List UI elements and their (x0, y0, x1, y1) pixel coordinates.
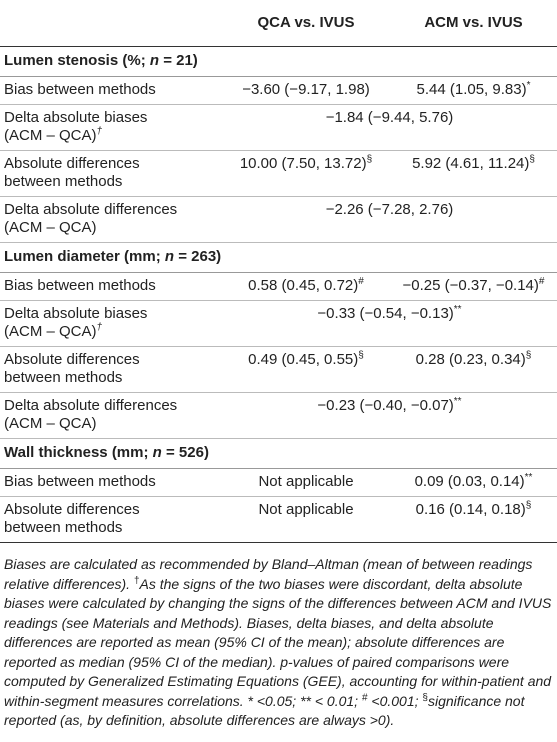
section-title: Lumen diameter (mm; n = 263) (0, 243, 557, 273)
cell-acm: 0.16 (0.14, 0.18)§ (390, 497, 557, 543)
row-label: Absolute differences between methods (0, 347, 222, 393)
row-label: Absolute differences between methods (0, 497, 222, 543)
cell-spanning: −2.26 (−7.28, 2.76) (222, 197, 557, 243)
table-row (0, 151, 557, 197)
cell-acm: −0.25 (−0.37, −0.14)# (390, 273, 557, 301)
table-row (0, 393, 557, 439)
table-row (0, 197, 557, 243)
cell-qca: 10.00 (7.50, 13.72)§ (222, 151, 390, 197)
cell-acm: 0.09 (0.03, 0.14)** (390, 469, 557, 497)
row-label: Bias between methods (0, 273, 222, 301)
table-row (0, 347, 557, 393)
row-label: Delta absolute biases (ACM – QCA)† (0, 301, 222, 347)
section-lumen-diameter (0, 243, 557, 273)
cell-spanning: −1.84 (−9.44, 5.76) (222, 105, 557, 151)
cell-acm: 5.44 (1.05, 9.83)* (390, 77, 557, 105)
row-label: Delta absolute differences (ACM – QCA) (0, 197, 222, 243)
row-label: Delta absolute differences (ACM – QCA) (0, 393, 222, 439)
cell-spanning: −0.23 (−0.40, −0.07)** (222, 393, 557, 439)
cell-qca: Not applicable (222, 469, 390, 497)
section-lumen-stenosis (0, 47, 557, 77)
cell-qca: 0.49 (0.45, 0.55)§ (222, 347, 390, 393)
cell-acm: 0.28 (0.23, 0.34)§ (390, 347, 557, 393)
header-acm-vs-ivus: ACM vs. IVUS (390, 0, 557, 47)
cell-qca: 0.58 (0.45, 0.72)# (222, 273, 390, 301)
table-row (0, 469, 557, 497)
row-label: Delta absolute biases (ACM – QCA)† (0, 105, 222, 151)
row-label: Bias between methods (0, 77, 222, 105)
table-row (0, 301, 557, 347)
table-header (0, 0, 557, 47)
header-empty (0, 0, 222, 47)
table-row (0, 105, 557, 151)
header-qca-vs-ivus: QCA vs. IVUS (222, 0, 390, 47)
cell-qca: −3.60 (−9.17, 1.98) (222, 77, 390, 105)
table-row (0, 273, 557, 301)
section-wall-thickness (0, 439, 557, 469)
section-title: Lumen stenosis (%; n = 21) (0, 47, 557, 77)
cell-spanning: −0.33 (−0.54, −0.13)** (222, 301, 557, 347)
row-label: Bias between methods (0, 469, 222, 497)
section-title: Wall thickness (mm; n = 526) (0, 439, 557, 469)
table-row (0, 77, 557, 105)
table-body (0, 47, 557, 543)
cell-acm: 5.92 (4.61, 11.24)§ (390, 151, 557, 197)
cell-qca: Not applicable (222, 497, 390, 543)
row-label: Absolute differences between methods (0, 151, 222, 197)
table-row (0, 497, 557, 543)
table-footnote: Biases are calculated as recommended by Bland–Altman (mean of between readings relative differences). †As the signs of the two biases were discordant, delta absolute biases were calculated by changing the signs of the differences between ACM and IVUS readings (see Materials and Methods). Biases, delta biases, and delta absolute differences are reported as mean (95% CI of the mean); absolute differences are reported as median (95% CI of the median). p-values of paired comparisons were computed by Generalized Estimating Equations (GEE), accounting for within-patient and within-segment measures correlations. * <0.05; ** < 0.01; # <0.001; §significance not reported (as, by definition, absolute differences are always >0). (4, 556, 552, 728)
